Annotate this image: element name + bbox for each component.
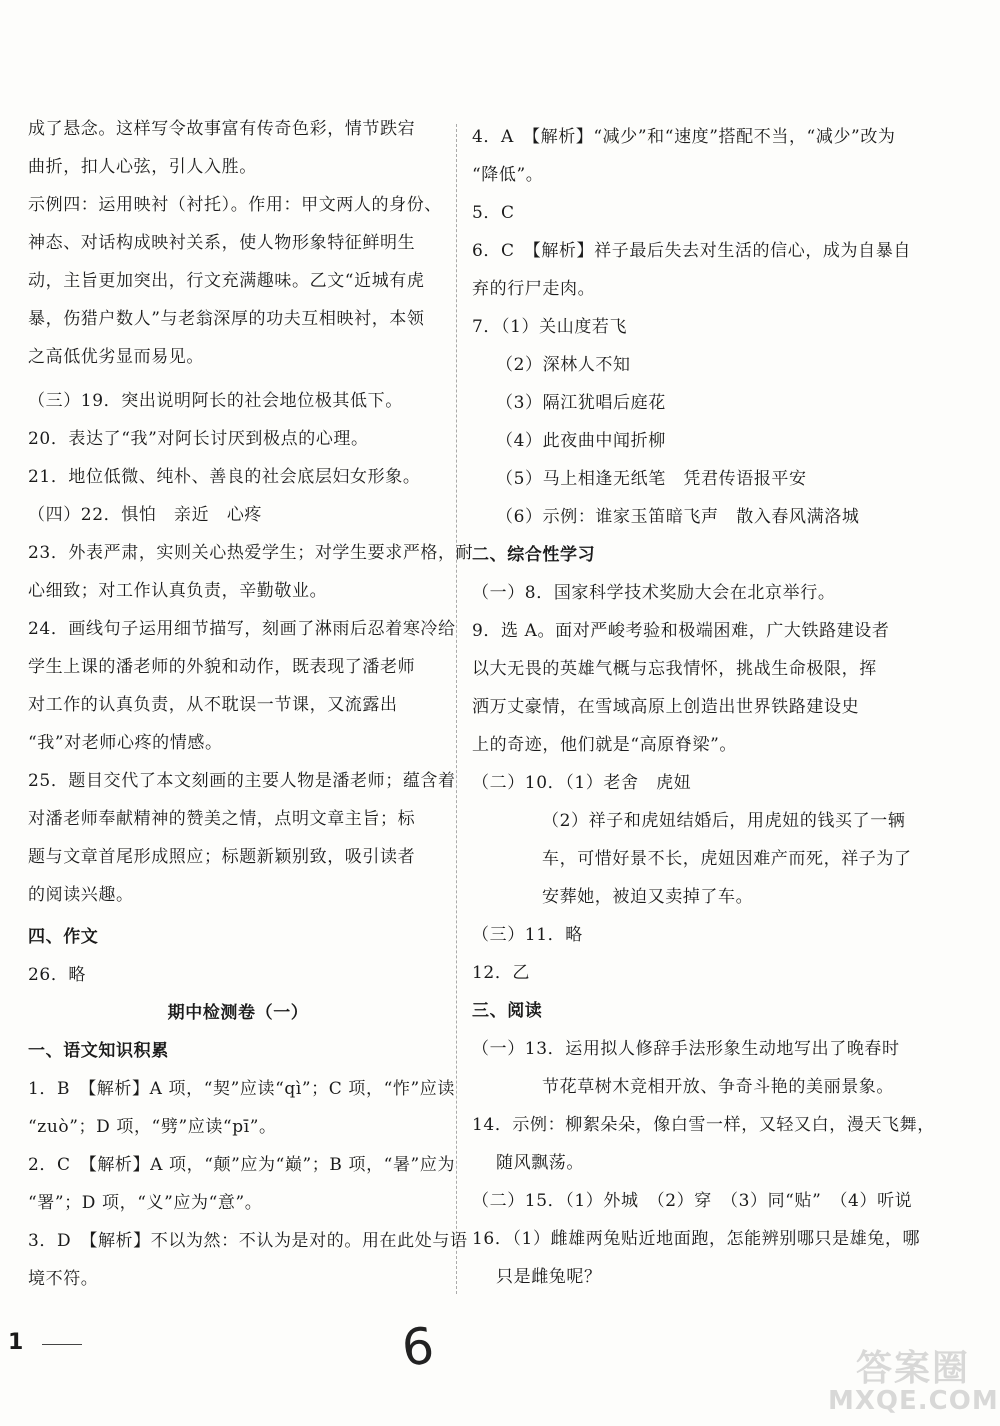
text-line: 4．A 【解析】“减少”和“速度”搭配不当，“减少”改为 (472, 127, 896, 147)
text-line: 题与文章首尾形成照应；标题新颖别致，吸引读者 (28, 847, 416, 867)
section-heading: 四、作文 (28, 927, 99, 947)
text-line: （6）示例：谁家玉笛暗飞声 散入春风满洛城 (496, 507, 860, 527)
text-line: 对工作的认真负责，从不耽误一节课，又流露出 (28, 695, 398, 715)
text-line: （一）13．运用拟人修辞手法形象生动地写出了晚春时 (472, 1039, 900, 1059)
text-line: （5）马上相逢无纸笔 凭君传语报平安 (496, 469, 807, 489)
text-line: 对潘老师奉献精神的赞美之情，点明文章主旨；标 (28, 809, 416, 829)
text-line: 26．略 (28, 965, 87, 985)
text-line: （2）深林人不知 (496, 355, 631, 375)
text-line: （三）19．突出说明阿长的社会地位极其低下。 (28, 391, 403, 411)
text-line: （3）隔江犹唱后庭花 (496, 393, 666, 413)
text-line: 成了悬念。这样写令故事富有传奇色彩，情节跌宕 (28, 119, 416, 139)
text-line: 20．表达了“我”对阿长讨厌到极点的心理。 (28, 429, 369, 449)
text-line: 安葬她，被迫又卖掉了车。 (542, 887, 754, 907)
text-line: 的阅读兴趣。 (28, 885, 134, 905)
handwritten-digit: 6 (399, 1316, 437, 1378)
column-divider (456, 124, 457, 1294)
text-line: 上的奇迹，他们就是“高原脊梁”。 (472, 735, 737, 755)
watermark-url: MXQE.COM (828, 1386, 999, 1416)
page-number: 1 (8, 1330, 24, 1355)
text-line: 境不符。 (28, 1269, 99, 1289)
text-line: 1．B 【解析】A 项，“契”应读“qì”；C 项，“怍”应读 (28, 1079, 455, 1099)
section-heading: 一、语文知识积累 (28, 1041, 169, 1061)
page-number-rule (42, 1344, 82, 1345)
text-line: 弃的行尸走肉。 (472, 279, 596, 299)
text-line: “降低”。 (472, 165, 544, 185)
text-line: （4）此夜曲中闻折柳 (496, 431, 666, 451)
exam-title: 期中检测卷（一） (167, 1003, 309, 1023)
watermark-text: 答案圈 (855, 1348, 970, 1389)
text-line: 6．C 【解析】祥子最后失去对生活的信心，成为自暴自 (472, 241, 911, 261)
text-line: 21．地位低微、纯朴、善良的社会底层妇女形象。 (28, 467, 421, 487)
text-line: （一）8．国家科学技术奖励大会在北京举行。 (472, 583, 836, 603)
text-line: 3．D 【解析】不以为然：不认为是对的。用在此处与语 (28, 1231, 468, 1251)
section-heading: 二、综合性学习 (472, 545, 596, 565)
text-line: 暴，伤猎户数人”与老翁深厚的功夫互相映衬，本领 (28, 309, 425, 329)
text-line: （四）22．惧怕 亲近 心疼 (28, 505, 263, 525)
text-line: “署”；D 项，“义”应为“意”。 (28, 1193, 263, 1213)
text-line: （2）祥子和虎妞结婚后，用虎妞的钱买了一辆 (542, 811, 906, 831)
text-line: 车，可惜好景不长，虎妞因难产而死，祥子为了 (542, 849, 912, 869)
text-line: 24．画线句子运用细节描写，刻画了淋雨后忍着寒冷给 (28, 619, 456, 639)
text-line: 学生上课的潘老师的外貌和动作，既表现了潘老师 (28, 657, 416, 677)
text-line: 16．（1）雌雄两兔贴近地面跑，怎能辨别哪只是雄兔，哪 (472, 1229, 921, 1249)
text-line: 5．C (472, 203, 515, 223)
text-line: （三）11．略 (472, 925, 583, 945)
text-line: 心细致；对工作认真负责，辛勤敬业。 (28, 581, 328, 601)
text-line: 示例四：运用映衬（衬托）。作用：甲文两人的身份、 (28, 195, 442, 215)
text-line: （二）10．（1）老舍 虎妞 (472, 773, 692, 793)
section-heading: 三、阅读 (472, 1001, 543, 1021)
text-line: 25．题目交代了本文刻画的主要人物是潘老师；蕴含着 (28, 771, 456, 791)
text-line: 9．选 A。面对严峻考验和极端困难，广大铁路建设者 (472, 621, 890, 641)
watermark-logo (828, 1340, 998, 1422)
text-line: 洒万丈豪情，在雪域高原上创造出世界铁路建设史 (472, 697, 860, 717)
text-line: 以大无畏的英雄气概与忘我情怀，挑战生命极限，挥 (472, 659, 877, 679)
text-line: 之高低优劣显而易见。 (28, 347, 204, 367)
text-line: 节花草树木竞相开放、争奇斗艳的美丽景象。 (542, 1077, 894, 1097)
text-line: 曲折，扣人心弦，引人入胜。 (28, 157, 257, 177)
text-line: 12．乙 (472, 963, 531, 983)
text-line: 23．外表严肃，实则关心热爱学生；对学生要求严格，耐 (28, 543, 474, 563)
text-line: 2．C 【解析】A 项，“颠”应为“巅”；B 项，“暑”应为 (28, 1155, 456, 1175)
text-line: 7．（1）关山度若飞 (472, 317, 628, 337)
text-line: 随风飘荡。 (496, 1153, 584, 1173)
text-line: 神态、对话构成映衬关系，使人物形象特征鲜明生 (28, 233, 416, 253)
text-line: 动，主旨更加突出，行文充满趣味。乙文“近城有虎 (28, 271, 425, 291)
text-line: “zuò”；D 项，“劈”应读“pī”。 (28, 1117, 277, 1137)
text-line: 14．示例：柳絮朵朵，像白雪一样，又轻又白，漫天飞舞， (472, 1115, 935, 1135)
text-line: 只是雌兔呢？ (496, 1267, 602, 1287)
text-line: （二）15．（1）外城 （2）穿 （3）同“贴” （4）听说 (472, 1191, 913, 1211)
text-line: “我”对老师心疼的情感。 (28, 733, 223, 753)
